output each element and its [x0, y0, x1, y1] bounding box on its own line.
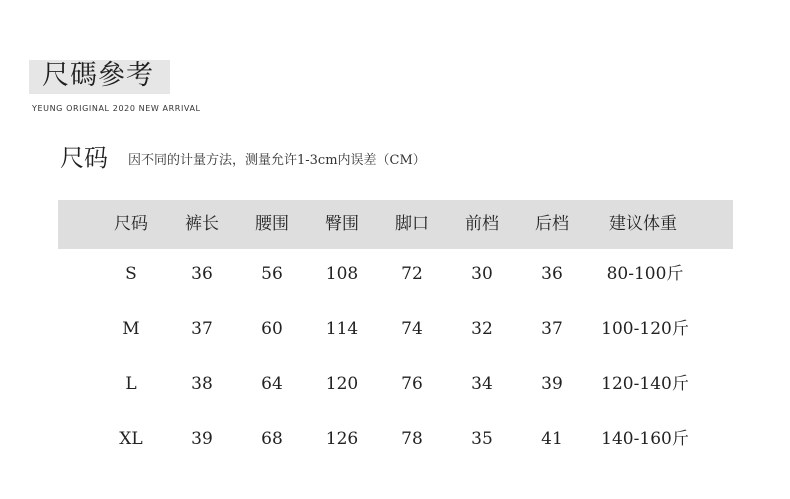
table-cell: 100-120斤 — [601, 319, 689, 339]
table-cell: 56 — [261, 264, 283, 284]
table-cell: 108 — [325, 264, 359, 284]
section-title: 尺码 — [60, 144, 108, 172]
table-header-cell: 后档 — [535, 214, 569, 234]
table-cell: 76 — [401, 374, 423, 394]
table-cell: 114 — [325, 319, 359, 339]
page-subtitle: YEUNG ORIGINAL 2020 NEW ARRIVAL — [32, 104, 201, 113]
table-cell: 36 — [541, 264, 563, 284]
measurement-note: 因不同的计量方法，测量允许1-3cm内误差（CM） — [128, 153, 426, 168]
table-cell: 39 — [541, 374, 563, 394]
table-cell: 38 — [191, 374, 213, 394]
table-header-cell: 腰围 — [255, 214, 289, 234]
table-header-cell: 脚口 — [395, 214, 429, 234]
table-cell: 35 — [471, 429, 493, 449]
table-cell: XL — [119, 429, 143, 449]
table-cell: 30 — [471, 264, 493, 284]
table-cell: 60 — [261, 319, 283, 339]
table-cell: S — [125, 264, 137, 284]
table-header-cell: 臀围 — [325, 214, 359, 234]
table-cell: 32 — [471, 319, 493, 339]
table-cell: 126 — [325, 429, 359, 449]
table-cell: 120-140斤 — [601, 374, 689, 394]
table-cell: 140-160斤 — [601, 429, 689, 449]
table-header-cell: 建议体重 — [609, 214, 677, 234]
table-header-cell: 前档 — [465, 214, 499, 234]
table-cell: 72 — [401, 264, 423, 284]
table-cell: 78 — [401, 429, 423, 449]
table-cell: 36 — [191, 264, 213, 284]
page-title: 尺碼參考 — [42, 60, 154, 91]
table-cell: 64 — [261, 374, 283, 394]
table-cell: 80-100斤 — [606, 264, 684, 284]
table-cell: 37 — [541, 319, 563, 339]
table-header-cell: 裤长 — [185, 214, 219, 234]
table-cell: 41 — [541, 429, 563, 449]
table-cell: L — [125, 374, 137, 394]
table-cell: M — [122, 319, 140, 339]
table-header-cell: 尺码 — [114, 214, 148, 234]
table-cell: 34 — [471, 374, 493, 394]
table-cell: 74 — [401, 319, 423, 339]
table-cell: 39 — [191, 429, 213, 449]
table-cell: 120 — [325, 374, 359, 394]
table-cell: 68 — [261, 429, 283, 449]
table-cell: 37 — [191, 319, 213, 339]
